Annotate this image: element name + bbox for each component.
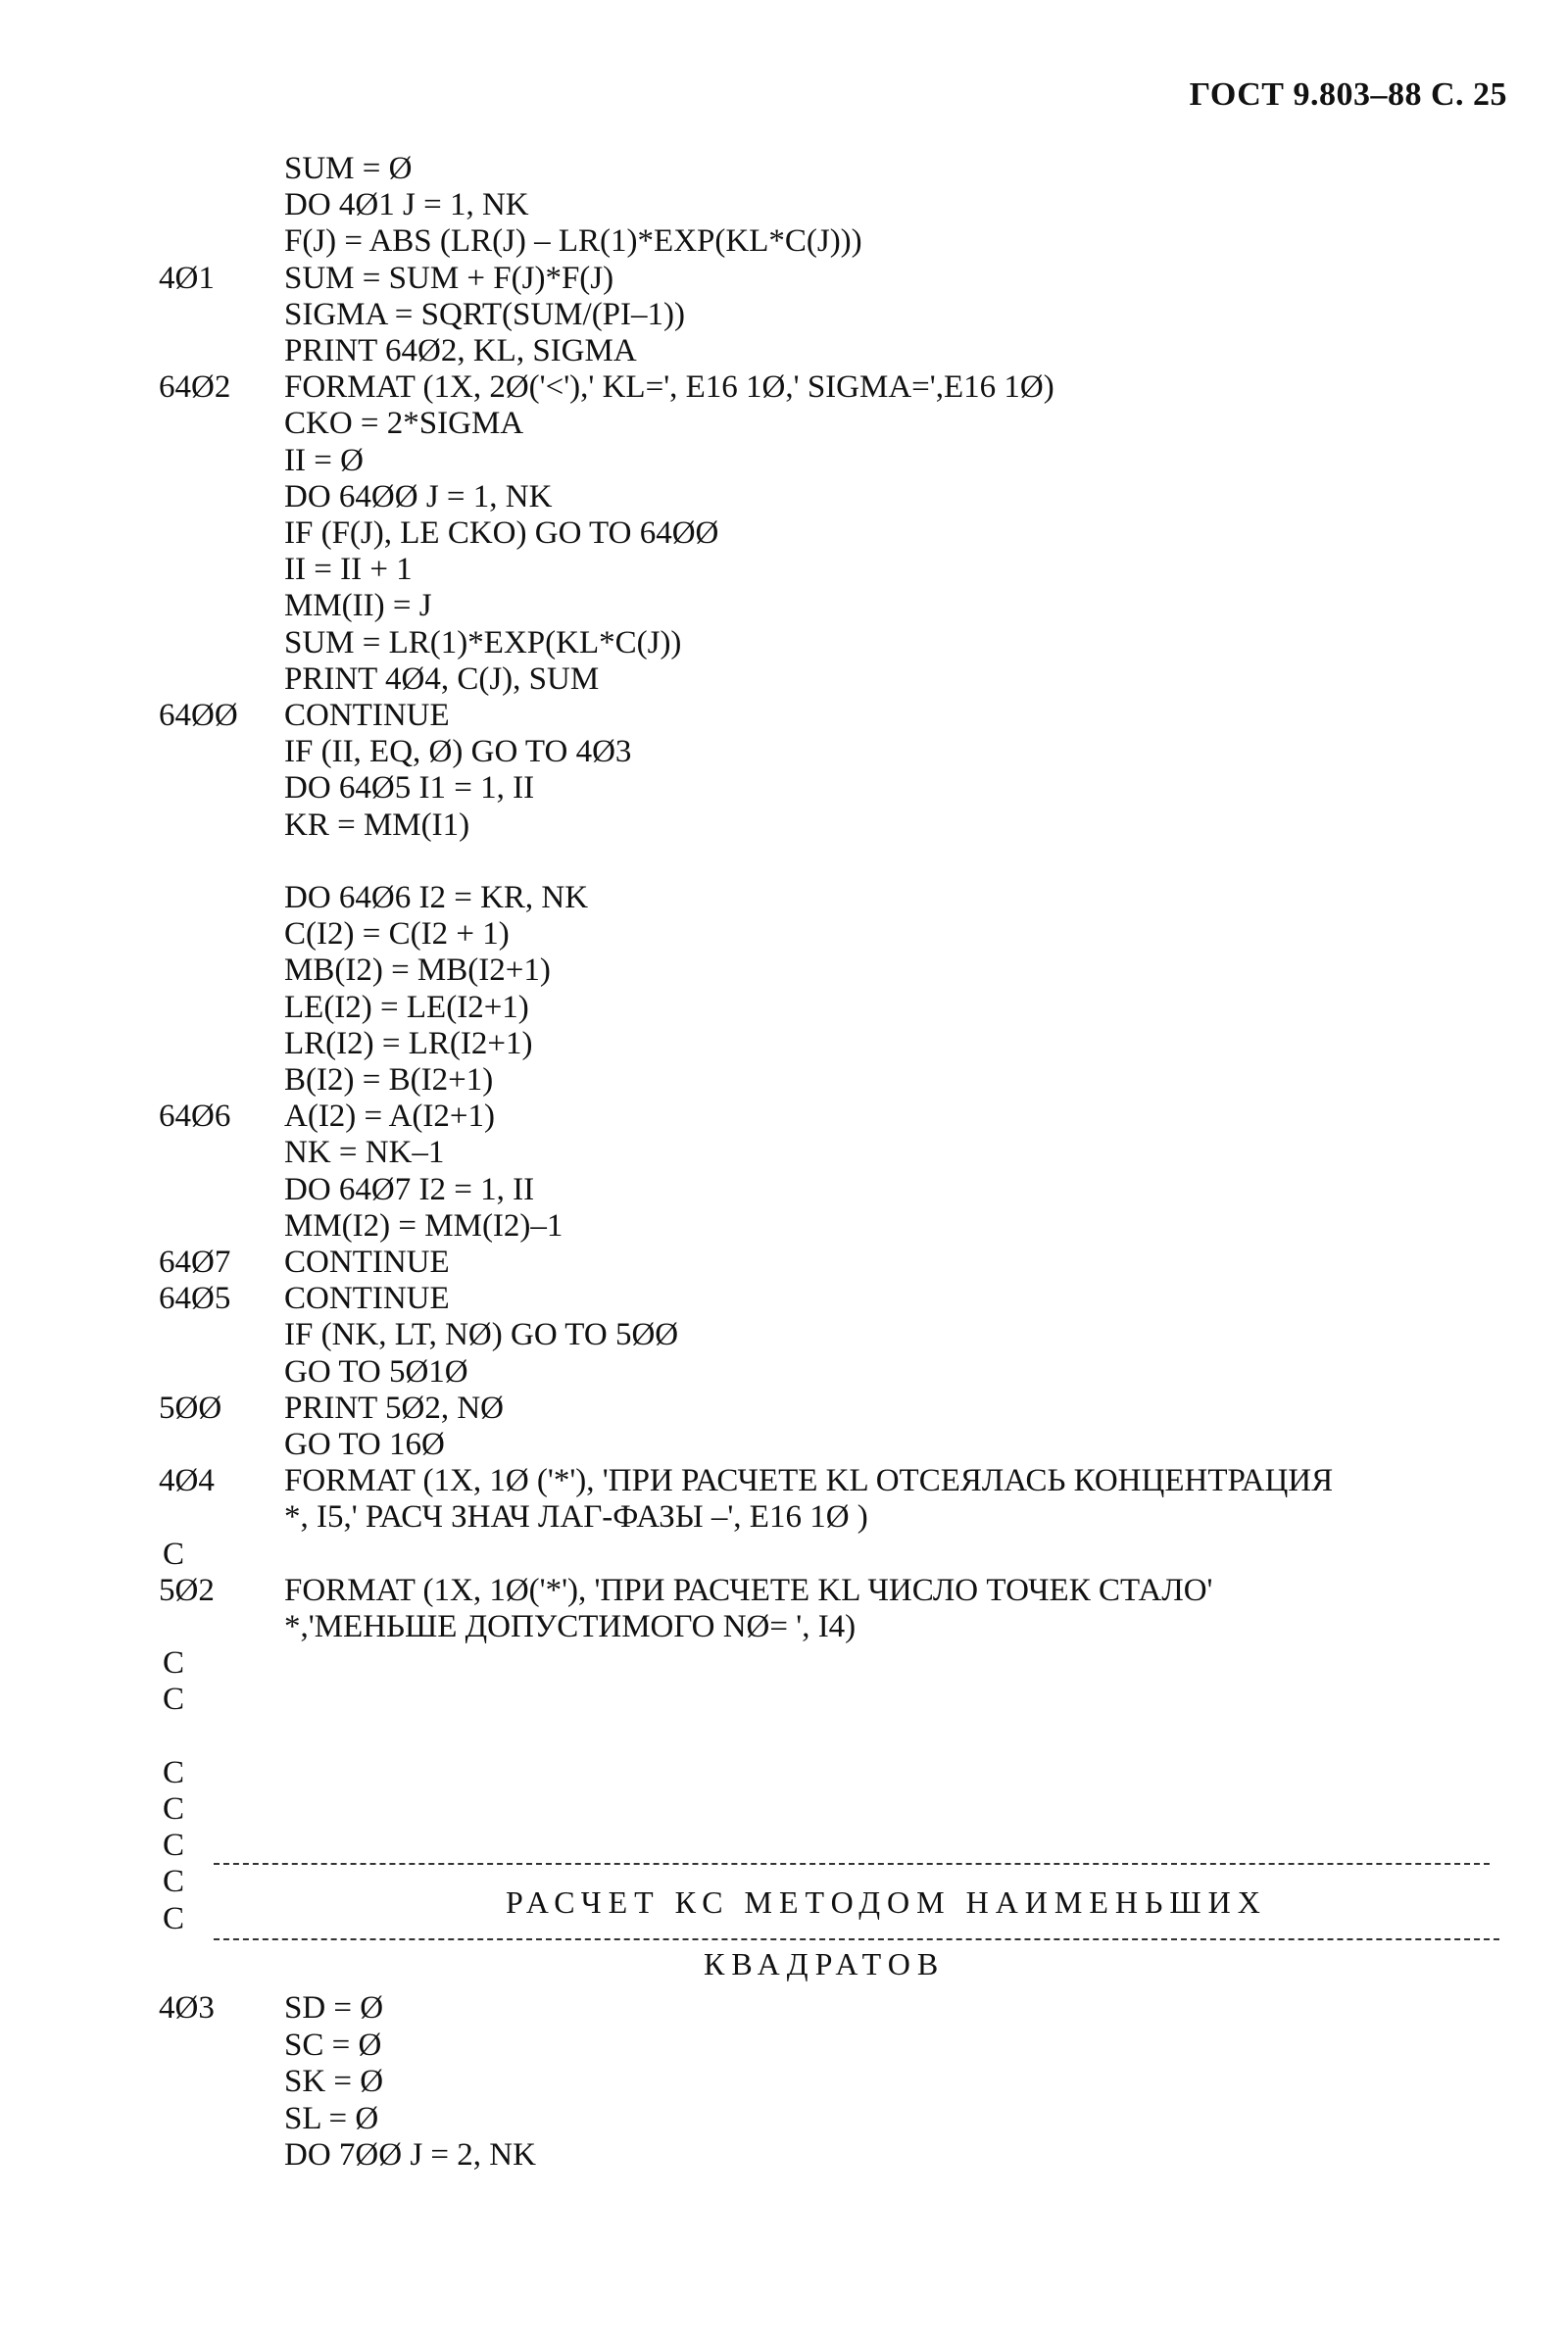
code-line: [0, 1536, 1568, 1573]
statement-text: IF (F(J), LE CKO) GO TO 64ØØ: [284, 515, 719, 551]
statement-text: CONTINUE: [284, 1245, 450, 1280]
statement-text: FORMAT (1X, 2Ø('<'),' KL=', E16 1Ø,' SIGMA=',E16 1Ø): [284, 369, 1054, 406]
statement-text: DO 64Ø5 I1 = 1, II: [284, 770, 535, 807]
divider-bottom: [214, 1938, 1499, 1940]
statement-text: FORMAT (1X, 1Ø('*'), 'ПРИ РАСЧЕТЕ KL ЧИСЛО ТОЧЕК СТАЛО': [284, 1572, 1213, 1608]
code-line: [0, 2136, 1568, 2174]
statement-text: DO 4Ø1 J = 1, NK: [284, 187, 529, 223]
statement-text: LE(I2) = LE(I2+1): [284, 989, 529, 1025]
statement-text: SUM = Ø: [284, 151, 413, 186]
code-line: [0, 1989, 1568, 2027]
code-line: [0, 514, 1568, 552]
statement-label: 4Ø1: [159, 260, 215, 296]
code-line: [0, 1827, 1568, 1864]
statement-label: C: [163, 1828, 185, 1864]
statement-text: DO 64ØØ J = 1, NK: [284, 478, 553, 514]
statement-label: 64Ø2: [159, 369, 231, 406]
code-line: [0, 1390, 1568, 1427]
statement-label: 64Ø5: [159, 1281, 231, 1317]
statement-label: 64Ø6: [159, 1099, 231, 1135]
statement-label: 4Ø4: [159, 1463, 215, 1499]
code-line: [0, 2027, 1568, 2064]
statement-label: C: [163, 1791, 185, 1827]
statement-text: A(I2) = A(I2+1): [284, 1099, 495, 1135]
statement-text: DO 7ØØ J = 2, NK: [284, 2137, 536, 2173]
code-line: [0, 1718, 1568, 1755]
code-line: [0, 697, 1568, 734]
statement-text: SUM = SUM + F(J)*F(J): [284, 260, 614, 296]
statement-label: C: [163, 1682, 185, 1718]
code-line: [0, 186, 1568, 223]
statement-text: FORMAT (1X, 1Ø ('*'), 'ПРИ РАСЧЕТЕ KL ОТСЕЯЛАСЬ КОНЦЕНТРАЦИЯ: [284, 1463, 1334, 1499]
code-line: [0, 915, 1568, 953]
code-line: [0, 807, 1568, 844]
code-line: [0, 222, 1568, 260]
code-line: [0, 1644, 1568, 1682]
statement-label: 4Ø3: [159, 1990, 215, 2026]
code-line: [0, 405, 1568, 442]
statement-text: SL = Ø: [284, 2100, 379, 2136]
code-line: [0, 442, 1568, 479]
code-line: [0, 1353, 1568, 1391]
statement-text: C(I2) = C(I2 + 1): [284, 916, 510, 953]
statement-text: F(J) = ABS (LR(J) – LR(1)*EXP(KL*C(J))): [284, 223, 862, 260]
statement-label: C: [163, 1536, 185, 1572]
statement-text: MB(I2) = MB(I2+1): [284, 953, 551, 989]
code-line: [0, 769, 1568, 807]
code-line: [0, 624, 1568, 661]
code-line: [0, 296, 1568, 333]
statement-text: PRINT 64Ø2, KL, SIGMA: [284, 333, 637, 368]
statement-label: 64Ø7: [159, 1245, 231, 1280]
code-line: [0, 1207, 1568, 1245]
statement-text: DO 64Ø6 I2 = KR, NK: [284, 880, 589, 915]
statement-label: C: [163, 1645, 185, 1682]
page-header: ГОСТ 9.803–88 С. 25: [1189, 76, 1507, 113]
statement-text: SK = Ø: [284, 2064, 384, 2099]
code-line: [0, 660, 1568, 698]
statement-text: NK = NK–1: [284, 1135, 445, 1171]
code-line: [0, 2063, 1568, 2100]
code-line: [0, 989, 1568, 1026]
code-line: [0, 1134, 1568, 1171]
code-line: [0, 1754, 1568, 1791]
code-line: [0, 1244, 1568, 1281]
code-line: [0, 551, 1568, 588]
code-line: [0, 1572, 1568, 1609]
code-line: [0, 1280, 1568, 1317]
statement-text: MM(I2) = MM(I2)–1: [284, 1207, 564, 1244]
statement-text: IF (NK, LT, NØ) GO TO 5ØØ: [284, 1317, 679, 1353]
code-line: [0, 1608, 1568, 1645]
code-line: [0, 150, 1568, 187]
code-line: [0, 733, 1568, 770]
statement-text: PRINT 5Ø2, NØ: [284, 1390, 504, 1426]
statement-text: II = II + 1: [284, 552, 413, 588]
statement-text: CKO = 2*SIGMA: [284, 406, 524, 442]
code-line: [0, 1316, 1568, 1353]
statement-text: MM(II) = J: [284, 588, 432, 624]
code-line: [0, 1498, 1568, 1536]
divider-top: [214, 1863, 1490, 1865]
code-line: [0, 879, 1568, 916]
statement-label: 5ØØ: [159, 1390, 222, 1426]
statement-label: 5Ø2: [159, 1572, 215, 1608]
code-line: [0, 368, 1568, 406]
code-line: [0, 1061, 1568, 1099]
statement-text: SD = Ø: [284, 1990, 384, 2026]
code-line: [0, 1790, 1568, 1828]
statement-text: GO TO 5Ø1Ø: [284, 1353, 468, 1390]
code-line: [0, 478, 1568, 515]
code-line: [0, 587, 1568, 624]
statement-label: C: [163, 1900, 185, 1936]
statement-label: 64ØØ: [159, 698, 238, 733]
code-line: [0, 1426, 1568, 1463]
statement-text: *,'МЕНЬШЕ ДОПУСТИМОГО NØ= ', I4): [284, 1609, 857, 1644]
statement-text: *, I5,' РАСЧ ЗНАЧ ЛАГ-ФАЗЫ –', E16 1Ø ): [284, 1499, 868, 1536]
statement-text: LR(I2) = LR(I2+1): [284, 1025, 533, 1061]
code-line: [0, 332, 1568, 369]
statement-text: SC = Ø: [284, 2027, 382, 2063]
statement-text: KR = MM(I1): [284, 807, 470, 843]
statement-text: SIGMA = SQRT(SUM/(PI–1)): [284, 296, 686, 332]
code-line: [0, 1025, 1568, 1062]
statement-text: CONTINUE: [284, 698, 450, 733]
code-line: [0, 2100, 1568, 2137]
code-line: [0, 843, 1568, 880]
statement-text: DO 64Ø7 I2 = 1, II: [284, 1171, 535, 1207]
statement-text: B(I2) = B(I2+1): [284, 1062, 494, 1098]
code-line: [0, 1462, 1568, 1499]
code-line: [0, 952, 1568, 989]
section-title-line-2: КВАДРАТОВ: [704, 1946, 946, 1981]
code-line: [0, 260, 1568, 297]
statement-text: IF (II, EQ, Ø) GO TO 4Ø3: [284, 734, 632, 770]
statement-label: C: [163, 1754, 185, 1790]
code-line: [0, 1681, 1568, 1718]
code-line: [0, 1098, 1568, 1135]
section-title-line-1: РАСЧЕТ КС МЕТОДОМ НАИМЕНЬШИХ: [506, 1884, 1267, 1920]
statement-label: C: [163, 1864, 185, 1900]
code-line: [0, 1171, 1568, 1208]
statement-text: II = Ø: [284, 442, 364, 478]
statement-text: GO TO 16Ø: [284, 1427, 445, 1462]
statement-text: SUM = LR(1)*EXP(KL*C(J)): [284, 624, 682, 660]
statement-text: CONTINUE: [284, 1281, 450, 1317]
statement-text: PRINT 4Ø4, C(J), SUM: [284, 660, 600, 697]
